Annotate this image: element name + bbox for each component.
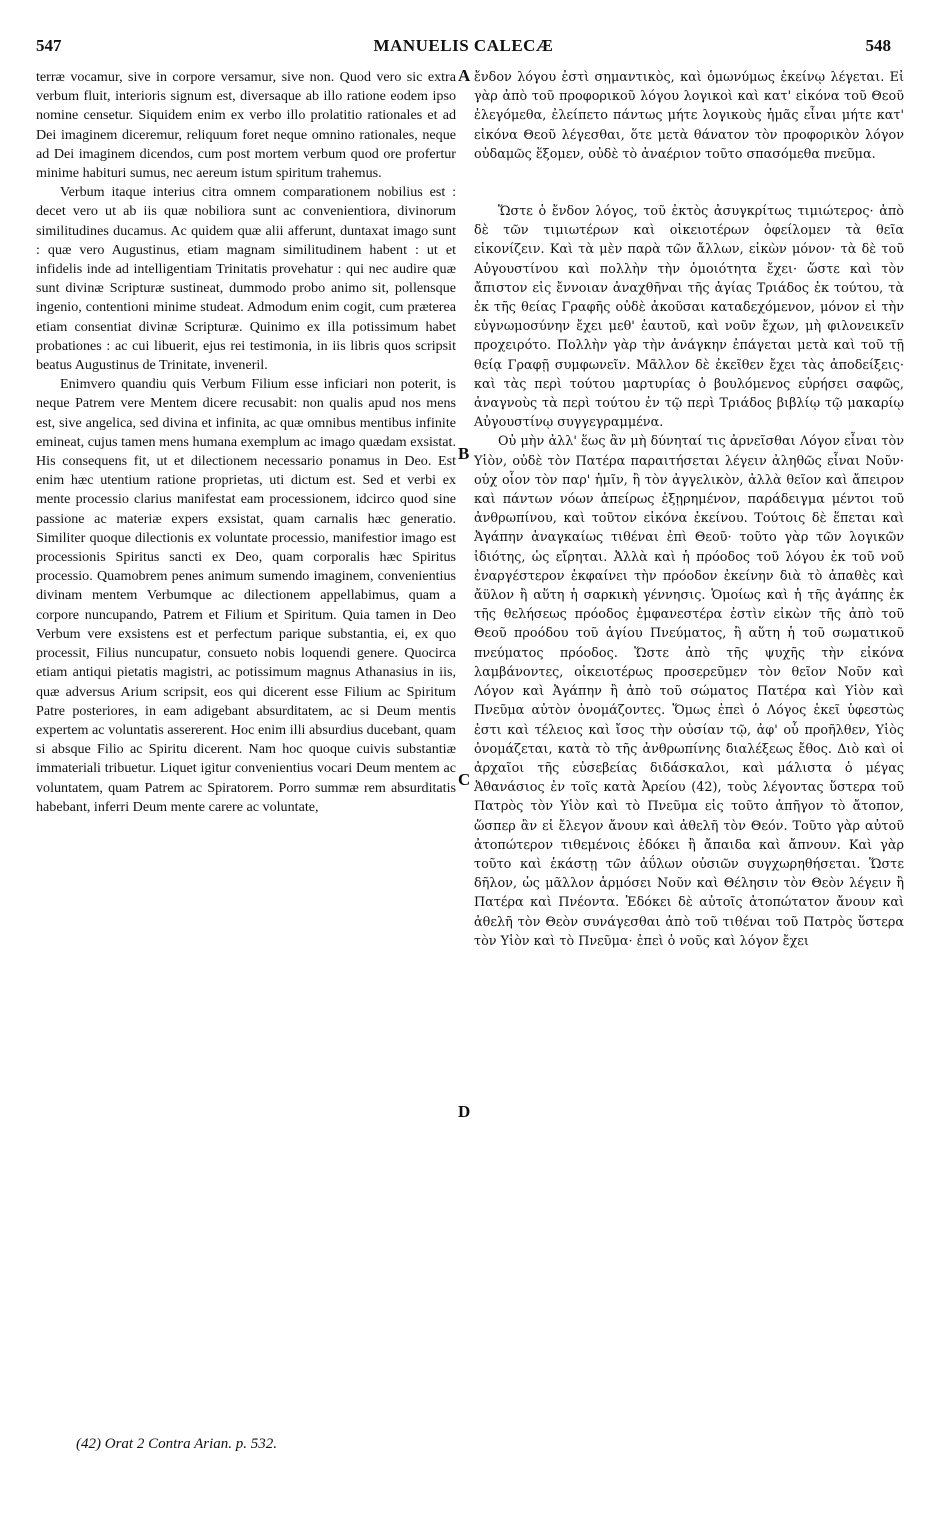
page-number-right: 548 — [865, 36, 891, 55]
page-number-left: 547 — [36, 36, 62, 55]
margin-letter-d: D — [458, 1102, 471, 1121]
running-header — [36, 36, 891, 60]
greek-column — [474, 68, 904, 951]
running-title: MANUELIS CALECÆ — [373, 36, 554, 55]
margin-letter-b: B — [458, 444, 470, 463]
greek-paragraph: ἔνδον λόγου ἐστὶ σημαντικὸς, καὶ ὁμωνύμως ἐκείνῳ λέγεται. Εἰ γὰρ ἀπὸ τοῦ προφορικοῦ λόγου λογικοὶ καὶ κατ' εἰκόνα τοῦ Θεοῦ ἐλεγόμεθα, ἐλείπετο πάντως μήτε λογικοὺς ἡμᾶς εἶναι μήτε κατ' εἰκόνα Θεοῦ λέγεσθαι, ὅτε μετὰ θάνατον τὸν προφορικὸν λόγον οὐδαμῶς ἕξομεν, οὐδὲ τὸ ἀναέριον τοῦτο σπασόμεθα πνεῦμα. — [474, 70, 904, 162]
latin-paragraph: Enimvero quandiu quis Verbum Filium esse inficiari non poterit, is neque Patrem vere Mentem dicere recusabit: non qualis apud nos mens est, sive angelica, sed divina et infinita, ac quæ omnibus mentibus infinite emineat, cujus tamen mens humana exemplum ac imago quædam exsistat. His consequens fit, ut et dilectionem necessario ponamus in Deo. Est enim hæc utentium ratione proprietas, uti dictum est. Sed et verbi ex mente processio clarius manifestat eam processionem, idcirco quod sine passione ac materiæ expers exsistat, quam carnalis hæc generatio. Similiter quoque dilectionis ex voluntate processio, manifestior imago est processionis Spiritus sancti ex Deo, quam corporalis hæc Spiritus processio. Quamobrem penes animum sumendo imaginem, convenientius divinam mentem Verbumque ac dilectionem appellabimus, quam a corpore nuncupando, Patrem et Filium et Spiritum. Quia tamen in Deo Verbum vere exsistens est et perfectum parique substantia, ei, ex quo processit, Filius nuncupatur, consueto nobis loquendi genere. Quocirca etiam antiqui pietatis magistri, ac potissimum magnus Athanasius in iis, quæ adversus Arium scripsit, eos qui dicerent esse Filium ac Spiritum Patre posteriores, in eam adigebant absurditatem, ac si Deum mentis expertem ac voluntatis assererent. Hoc enim illi absurdius ducebant, quam si absque Filio ac Spiritu dicerent. Nam hoc quoque cuivis substantiæ immateriali tribuetur. Liquet igitur convenientius vocari Deum mentem ac voluntatem, quam Patrem ac Spiratorem. Porro summæ rem absurditatis habebant, inferri Deum mente carere ac voluntate, — [36, 376, 456, 815]
greek-paragraph: Οὐ μὴν ἀλλ' ἕως ἂν μὴ δύνηταί τις ἀρνεῖσθαι Λόγον εἶναι τὸν Υἱὸν, οὐδὲ τὸν Πατέρα παραιτήσεται λέγειν ἀληθῶς εἶναι Νοῦν· οὐχ οἷον τὸν παρ' ἡμῖν, ἢ τὸν ἀγγελικὸν, ἀλλὰ θεῖον καὶ ἄπειρον καὶ πάντων νόων ἀπείρως ἐξῃρημένον, παράδειγμα μέντοι τοῦ ἀνθρωπίνου, καὶ τοῦτον εἰκόνα ἐκείνου. Τούτοις δὲ ἕπεται καὶ Ἀγάπην ἀναγκαίως τιθέναι ἐπὶ Θεοῦ· τοῦτο γὰρ τῶν λογικῶν ἰδιότης, ὡς εἴρηται. Ἀλλὰ καὶ ἡ πρόοδος τοῦ λόγου ἐκ τοῦ νοῦ ἐναργέστερον ἐκφαίνει τὴν πρόοδον ἐκείνην διὰ τὸ ἀπαθὲς καὶ ἄϋλον ἢ αὕτη ἡ σαρκικὴ γέννησις. Ὁμοίως καὶ ἡ τῆς ἀγάπης ἐκ τῆς θελήσεως πρόοδος ἐμφανεστέρα ἐστὶν εἰκὼν τῆς ἀπὸ τοῦ Θεοῦ προόδου τοῦ ἁγίου Πνεύματος, ἢ αὕτη ἡ τοῦ σωματικοῦ πνεύματος πρόοδος. Ὥστε ἀπὸ τῆς ψυχῆς τὴν εἰκόνα λαμβάνοντες, οἰκειοτέρως προσερεῦμεν τὸν θεῖον Νοῦν καὶ Λόγον καὶ Ἀγάπην ἢ ἀπὸ τοῦ σώματος Πατέρα καὶ Υἱὸν καὶ Πνεῦμα αὐτὸν ὀνομάζοντες. Ὅμως ἐπεὶ ὁ Λόγος ἐκεῖ ὑφεστὼς ἐστι καὶ τέλειος καὶ ἴσος τὴν οὐσίαν τῷ, ἀφ' οὗ προῆλθεν, Υἱὸς ὀνομάζεται, κατὰ τὸ τῆς ἀνθρωπίνης διαλέξεως ἔθος. Διὸ καὶ οἱ ἀρχαῖοι τῆς εὐσεβείας διδάσκαλοι, καὶ μάλιστα ὁ μέγας Ἀθανάσιος ἐν τοῖς κατὰ Ἀρείου (42), τοὺς λέγοντας ὕστερα τοῦ Πατρὸς τὸν Υἱὸν καὶ τὸ Πνεῦμα εἰς τοῦτο ἀπῆγον τὸ ἄτοπον, ὥσπερ ἂν εἰ ἔλεγον ἄνουν καὶ ἀθελῆ τὸν Θεόν. Τοῦτο γὰρ αὐτοῦ ἀτοπώτερον τιθεμένοις ἐδόκει ἢ ἄπαιδα καὶ ἄπνουν. Καὶ γὰρ τοῦτο καὶ ἑκάστῃ τῶν ἀΰλων οὐσιῶν συγχωρηθήσεται. Ὥστε δῆλον, ὡς μᾶλλον ἁρμόσει Νοῦν καὶ Θέλησιν τὸν Θεὸν λέγειν ἢ Πατέρα καὶ Πνέοντα. Ἐδόκει δὲ αὐτοῖς ἀτοπώτατον ἄνουν καὶ ἀθελῆ τὸν Θεὸν συνάγεσθαι ἀπὸ τοῦ τιθέναι τοῦ Πατρὸς ὕστερα τὸν Υἱὸν καὶ τὸ Πνεῦμα· ἐπεὶ ὁ νοῦς καὶ λόγον ἔχει — [474, 434, 904, 949]
margin-letter-a: A — [458, 66, 471, 85]
greek-paragraph: Ὥστε ὁ ἔνδον λόγος, τοῦ ἐκτὸς ἀσυγκρίτως τιμιώτερος· ἀπὸ δὲ τῶν τιμιωτέρων καὶ οἰκειοτέρων ὀφείλομεν τὰ θεῖα εἰκονίζειν. Καὶ τὰ μὲν παρὰ τῶν ἄλλων, εἰκὼν μόνον· τὰ δὲ τοῦ Αὐγουστίνου καὶ πολλὴν τὴν ὁμοιότητα ἔχει· ὥστε καὶ τὸν ἄπιστον εἰς ἔννοιαν ἀναχθῆναι τῆς ἁγίας Τριάδος ἐκ τούτου, τὰ ἐκ τῆς θείας Γραφῆς οὐδὲ ἀκοῦσαι καταδεχόμενον, μόνον εἰ τὴν εὐγνωμοσύνην ἔχει μεθ' ἑαυτοῦ, καὶ νοῦν ἔχων, μὴ φιλονεικεῖν προχειρότο. Πολλὴν γὰρ τὴν ἀνάγκην ἐπάγεται μετὰ καὶ τοῦ τῇ θείᾳ Γραφῇ συμφωνεῖν. Μᾶλλον δὲ ἐκεῖθεν ἔχει τὰς ἀποδείξεις· καὶ τὰς περὶ τούτου μαρτυρίας ὁ βουλόμενος εὑρήσει σαφῶς, ἀναγνοὺς τὰ περὶ τούτου ἐν τῷ περὶ Τριάδος βιβλίῳ τῷ μακαρίῳ Αὐγουστίνῳ συγγεγραμμένα. — [474, 204, 904, 431]
latin-paragraph: terræ vocamur, sive in corpore versamur, sive non. Quod vero sic extra verbum fluit, interioris signum est, diversaque ab illo ratione eodem ipso nomine censetur. Siquidem enim ex verbo illo prolatitio rationales et ad Dei imaginem diceremur, reliquum foret neque omnino rationales, neque ad Dei imaginem dicendos, cum post mortem verbum quod ore profertur minime habituri sumus, nec aereum istum spiritum trahemus. — [36, 69, 456, 182]
latin-column — [36, 68, 456, 817]
footnote: (42) Orat 2 Contra Arian. p. 532. — [76, 1436, 277, 1452]
margin-letter-c: C — [458, 770, 471, 789]
latin-paragraph: Verbum itaque interius citra omnem comparationem nobilius est : decet vero ut ab iis quæ nobiliora sunt ac convenientiora, divinorum similitudines ducamus. Ac quidem quæ alii afferunt, duntaxat imago sunt : quæ vero Augustinus, etiam magnam similitudinem habent : ut et infidelis inde ad intelligentiam Trinitatis provehatur : qui nec audire quæ sunt divinæ Scripturæ sustineat, dummodo probo animo sit, pollensque ingenio, contentioni minime studeat. Admodum enim cogit, cum præterea etiam consentiat divinæ Scripturæ. Quinimo ex illa potissimum habet probationes : ac cui libuerit, ejus rei testimonia, in iis libris quos scripsit beatus Augustinus de Trinitate, inveneril. — [36, 184, 456, 374]
